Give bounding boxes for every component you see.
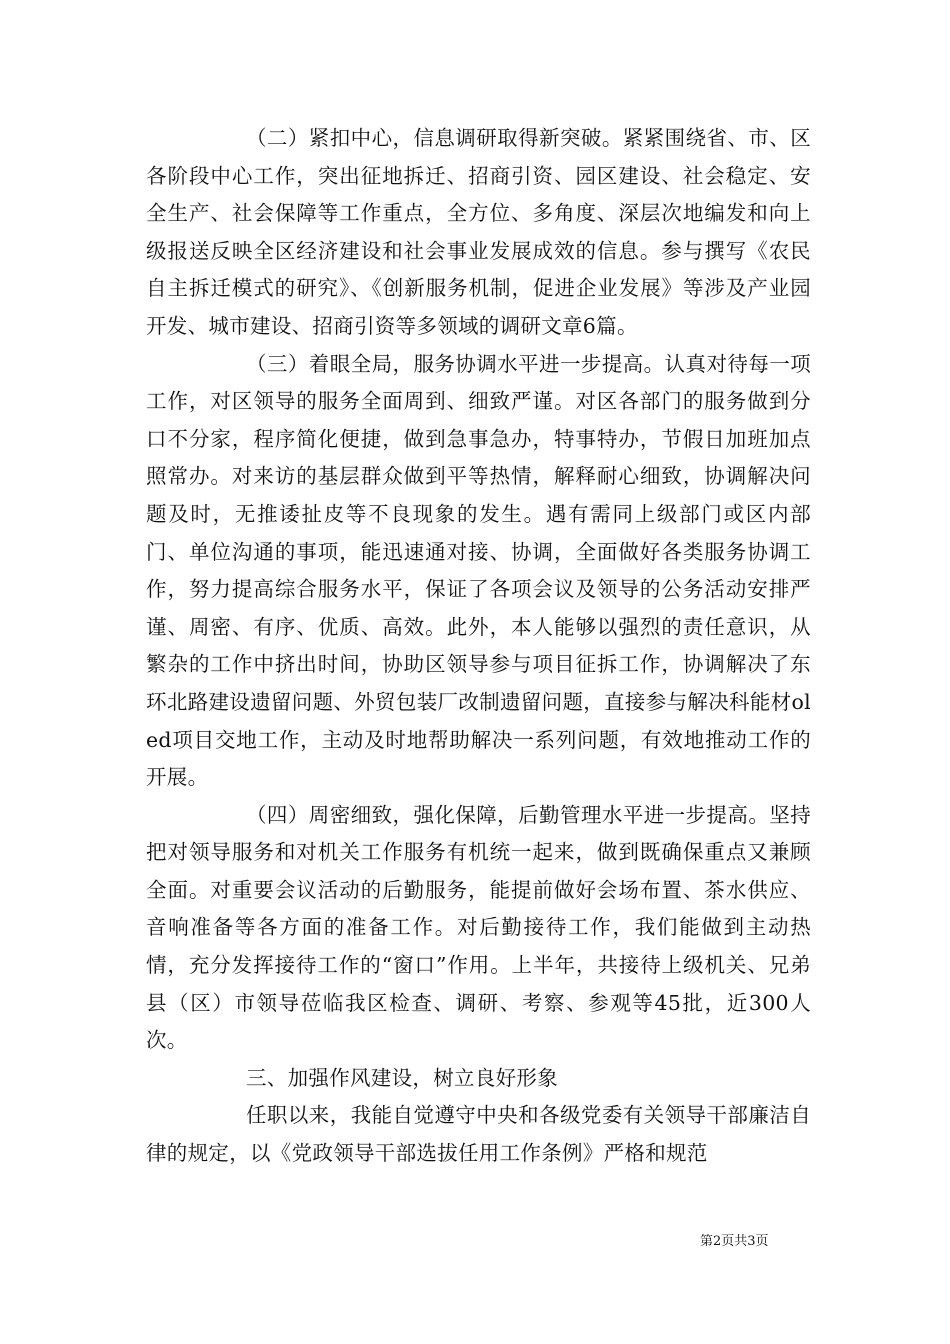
paragraph-service-coordination: （三）着眼全局，服务协调水平进一步提高。认真对待每一项工作，对区领导的服务全面周到、细致严谨。对区各部门的服务做到分口不分家，程序简化便捷，做到急事急办，特事特办，节假日加班加点照常办。对来访的基层群众做到平等热情，解释耐心细致，协调解决问题及时，无推诿扯皮等不良现象的发生。遇有需同上级部门或区内部门、单位沟通的事项，能迅速通对接、协调，全面做好各类服务协调工作，努力提高综合服务水平，保证了各项会议及领导的公务活动安排严谨、周密、有序、优质、高效。此外，本人能够以强烈的责任意识，从繁杂的工作中挤出时间，协助区领导参与项目征拆工作，协调解决了东环北路建设遗留问题、外贸包装厂改制遗留问题，直接参与解决科能材oled项目交地工作，主动及时地帮助解决一系列问题，有效地推动工作的开展。 <box>146 351 811 790</box>
page-number-footer: 第2页共3页 <box>700 1234 769 1249</box>
paragraph-logistics-management: （四）周密细致，强化保障，后勤管理水平进一步提高。坚持把对领导服务和对机关工作服务有机统一起来，做到既确保重点又兼顾全面。对重要会议活动的后勤服务，能提前做好会场布置、茶水供应、音响准备等各方面的准备工作。对后勤接待工作，我们能做到主动热情，充分发挥接待工作的“窗口”作用。上半年，共接待上级机关、兄弟县（区）市领导莅临我区检查、调研、考察、参观等45批，近300人次。 <box>146 802 811 1053</box>
section-heading-work-style: 三、加强作风建设，树立良好形象 <box>246 1065 558 1090</box>
document-body <box>146 120 811 1173</box>
paragraph-info-research: （二）紧扣中心，信息调研取得新突破。紧紧围绕省、市、区各阶段中心工作，突出征地拆迁、招商引资、园区建设、社会稳定、安全生产、社会保障等工作重点，全方位、多角度、深层次地编发和向上级报送反映全区经济建设和社会事业发展成效的信息。参与撰写《农民自主拆迁模式的研究》、《创新服务机制，促进企业发展》等涉及产业园开发、城市建设、招商引资等多领域的调研文章6篇。 <box>146 126 811 338</box>
paragraph-self-discipline: 任职以来，我能自觉遵守中央和各级党委有关领导干部廉洁自律的规定，以《党政领导干部选拔任用工作条例》严格和规范 <box>146 1103 811 1166</box>
